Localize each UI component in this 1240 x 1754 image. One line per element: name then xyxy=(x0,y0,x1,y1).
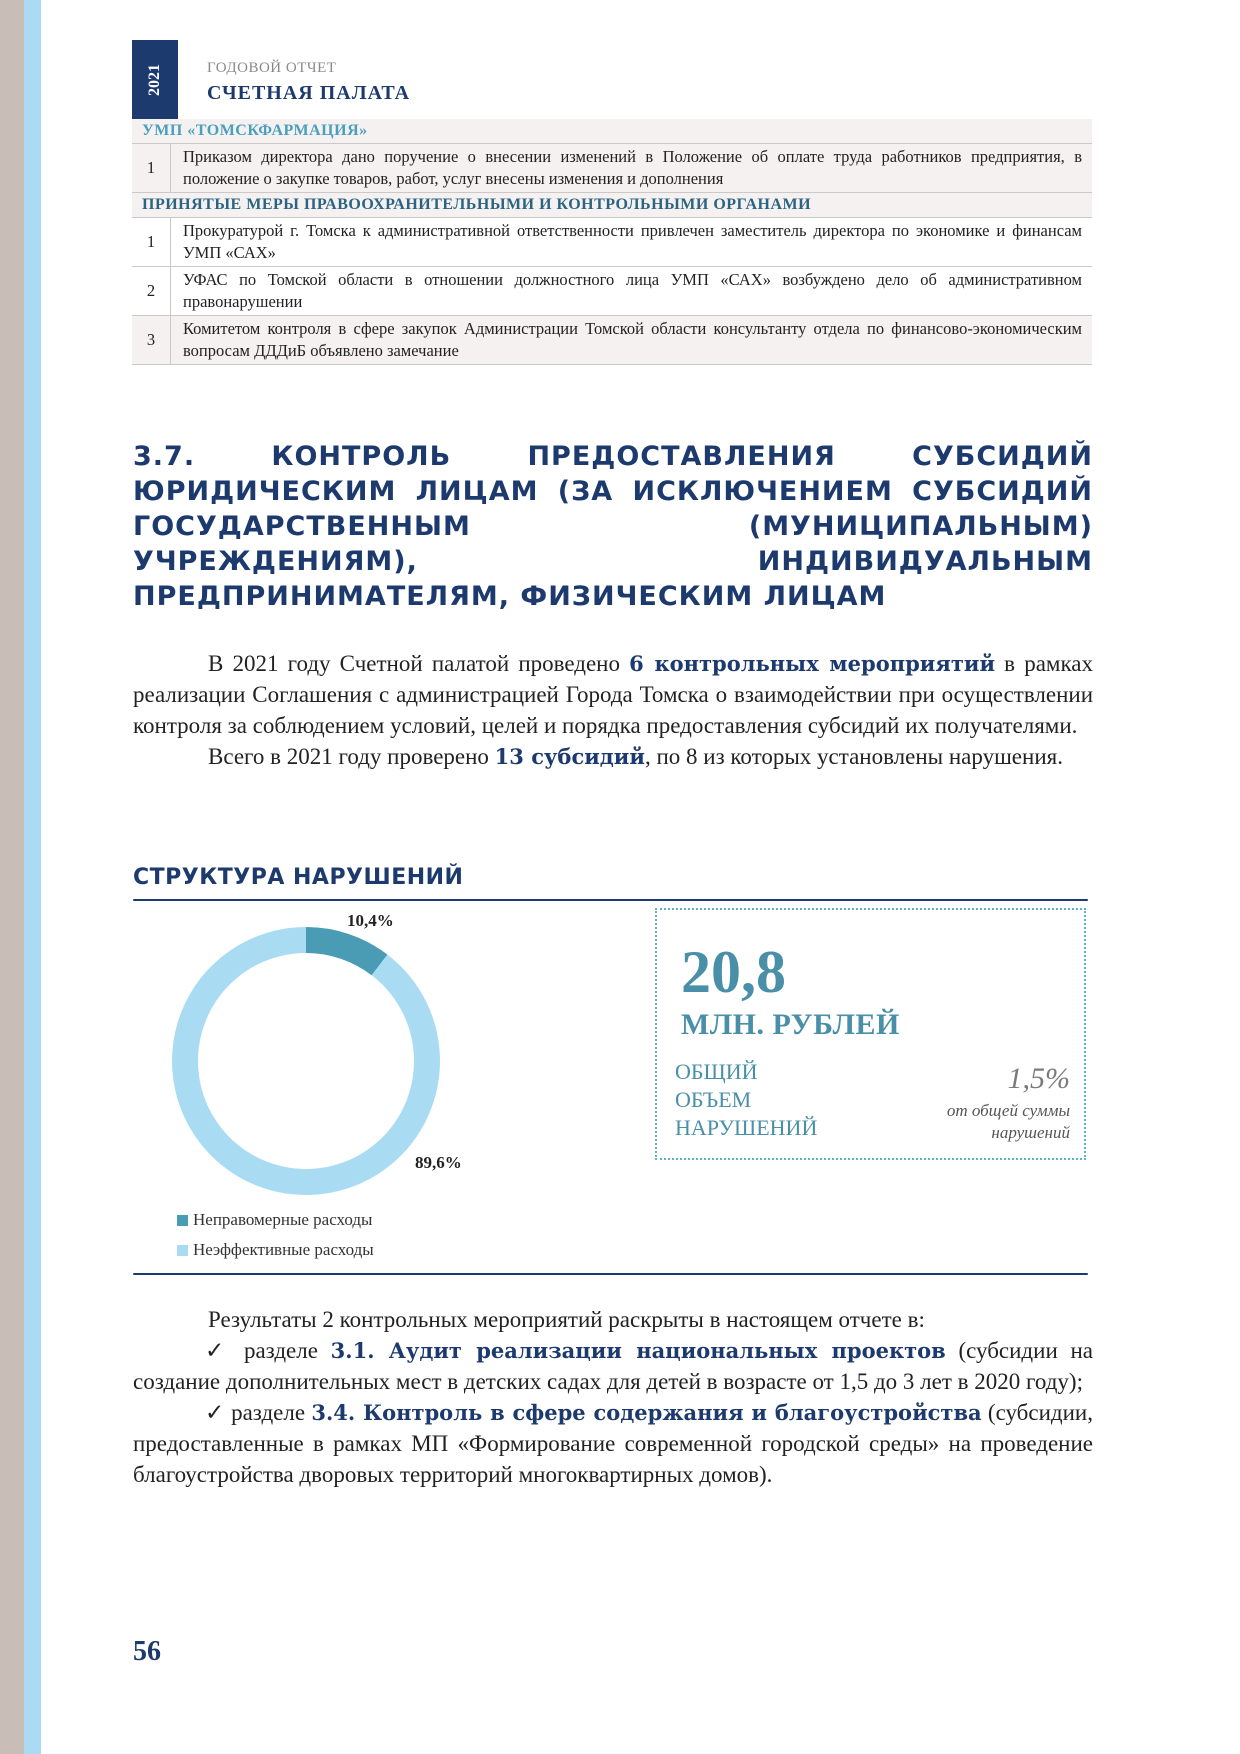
divider-top xyxy=(133,899,1088,901)
legend-swatch xyxy=(177,1245,188,1256)
results-item-3-4 xyxy=(133,1397,1093,1490)
row-text: УФАС по Томской области в отношении должностного лица УМП «САХ» возбуждено дело об административном правонарушении xyxy=(171,267,1093,316)
violations-total-box xyxy=(655,908,1086,1160)
violations-donut-chart xyxy=(170,925,442,1197)
table-row xyxy=(132,267,1092,316)
table-row xyxy=(132,218,1092,267)
text-run: разделе xyxy=(231,1338,331,1363)
legend-item-inefficient xyxy=(177,1240,374,1260)
report-title: СЧЕТНАЯ ПАЛАТА xyxy=(207,82,411,104)
highlight-count-events: 6 контрольных мероприятий xyxy=(629,651,996,676)
violations-unit: МЛН. РУБЛЕЙ xyxy=(681,1008,900,1041)
row-text: Прокуратурой г. Томска к административной ответственности привлечен заместитель директора по экономике и финансам УМП «САХ» xyxy=(171,218,1093,267)
text-run: В 2021 году Счетной палатой проведено xyxy=(208,651,630,676)
paragraph-control-events xyxy=(133,648,1093,741)
violations-share-note: от общей суммы нарушений xyxy=(946,1101,1070,1142)
row-number: 3 xyxy=(132,316,171,365)
intro-paragraphs xyxy=(133,648,1093,772)
text-run: , по 8 из которых установлены нарушения. xyxy=(644,744,1063,769)
text-run: Всего в 2021 году проверено xyxy=(208,744,495,769)
check-icon: ✓ xyxy=(205,1338,232,1363)
violations-label xyxy=(675,1058,875,1142)
row-number: 1 xyxy=(132,218,171,267)
table-section-header xyxy=(132,193,1092,218)
divider-bottom xyxy=(133,1273,1088,1275)
year-badge xyxy=(132,40,178,120)
text-run: разделе xyxy=(224,1400,312,1425)
highlight-subsidies: 13 субсидий xyxy=(494,744,645,769)
donut-slice-unlawful xyxy=(306,927,387,975)
slice-label-inefficient: 89,6% xyxy=(415,1153,462,1172)
label-line: НАРУШЕНИЙ xyxy=(675,1115,818,1140)
check-icon: ✓ xyxy=(205,1400,225,1425)
row-text: Приказом директора дано поручение о внесении изменений в Положение об оплате труда работников предприятия, в положение о закупке товаров, работ, услуг внесены изменения и дополнения xyxy=(171,144,1093,193)
table-row xyxy=(132,316,1092,365)
legend-item-unlawful xyxy=(177,1210,372,1230)
structure-title: СТРУКТУРА НАРУШЕНИЙ xyxy=(133,865,464,890)
paragraph-subsidies xyxy=(133,741,1093,772)
row-number: 2 xyxy=(132,267,171,316)
margin-stripe-gray xyxy=(0,0,24,1754)
label-line: ОБЩИЙ xyxy=(675,1059,758,1084)
table-row xyxy=(132,144,1092,193)
violations-amount: 20,8 xyxy=(681,939,786,1005)
legend-label: Неправомерные расходы xyxy=(193,1210,373,1229)
table-section-header xyxy=(132,119,1092,144)
measures-table xyxy=(132,119,1092,365)
results-section xyxy=(133,1304,1093,1490)
results-item-3-1 xyxy=(133,1335,1093,1397)
results-intro: Результаты 2 контрольных мероприятий раскрыты в настоящем отчете в: xyxy=(208,1307,925,1332)
legend-swatch xyxy=(177,1215,188,1226)
report-subtitle: ГОДОВОЙ ОТЧЕТ xyxy=(207,60,337,76)
margin-stripe-blue xyxy=(24,0,41,1754)
link-section-3-4: 3.4. Контроль в сфере содержания и благоустройства xyxy=(311,1400,982,1425)
legend-label: Неэффективные расходы xyxy=(193,1240,374,1259)
link-section-3-1: 3.1. Аудит реализации национальных проектов xyxy=(330,1338,946,1363)
text-run: в рамках реализации Соглашения с администрацией Города Томска о взаимодействии при осуществлении контроля за соблюдением условий, целей и порядка предоставления субсидий их получателями. xyxy=(133,651,1093,738)
row-number: 1 xyxy=(132,144,171,193)
slice-label-unlawful: 10,4% xyxy=(347,911,394,930)
donut-slice-inefficient xyxy=(172,927,440,1195)
section-title-measures: ПРИНЯТЫЕ МЕРЫ ПРАВООХРАНИТЕЛЬНЫМИ И КОНТРОЛЬНЫМИ ОРГАНАМИ xyxy=(132,193,1092,218)
section-title-tomskfarmatsiya: УМП «ТОМСКФАРМАЦИЯ» xyxy=(132,119,1092,144)
text-run: (субсидии, предоставленные в рамках МП «Формирование современной городской среды» на проведение благоустройства дворовых территорий многоквартирных домов). xyxy=(133,1400,1093,1487)
year-label: 2021 xyxy=(146,64,163,96)
text-run: (субсидии на создание дополнительных мест в детских садах для детей в возрасте от 1,5 до 3 лет в 2020 году); xyxy=(133,1338,1093,1394)
section-heading: 3.7. КОНТРОЛЬ ПРЕДОСТАВЛЕНИЯ СУБСИДИЙ ЮРИДИЧЕСКИМ ЛИЦАМ (ЗА ИСКЛЮЧЕНИЕМ СУБСИДИЙ ГОСУДАРСТВЕННЫМ (МУНИЦИПАЛЬНЫМ) УЧРЕЖДЕНИЯМ), ИНДИВИДУАЛЬНЫМ ПРЕДПРИНИМАТЕЛЯМ, ФИЗИЧЕСКИМ ЛИЦАМ xyxy=(133,441,1093,612)
page-number: 56 xyxy=(133,1636,161,1667)
label-line: ОБЪЕМ xyxy=(675,1087,752,1112)
row-text: Комитетом контроля в сфере закупок Администрации Томской области консультанту отдела по финансово-экономическим вопросам ДДДиБ объявлено замечание xyxy=(171,316,1093,365)
violations-share: 1,5% xyxy=(1007,1062,1070,1095)
